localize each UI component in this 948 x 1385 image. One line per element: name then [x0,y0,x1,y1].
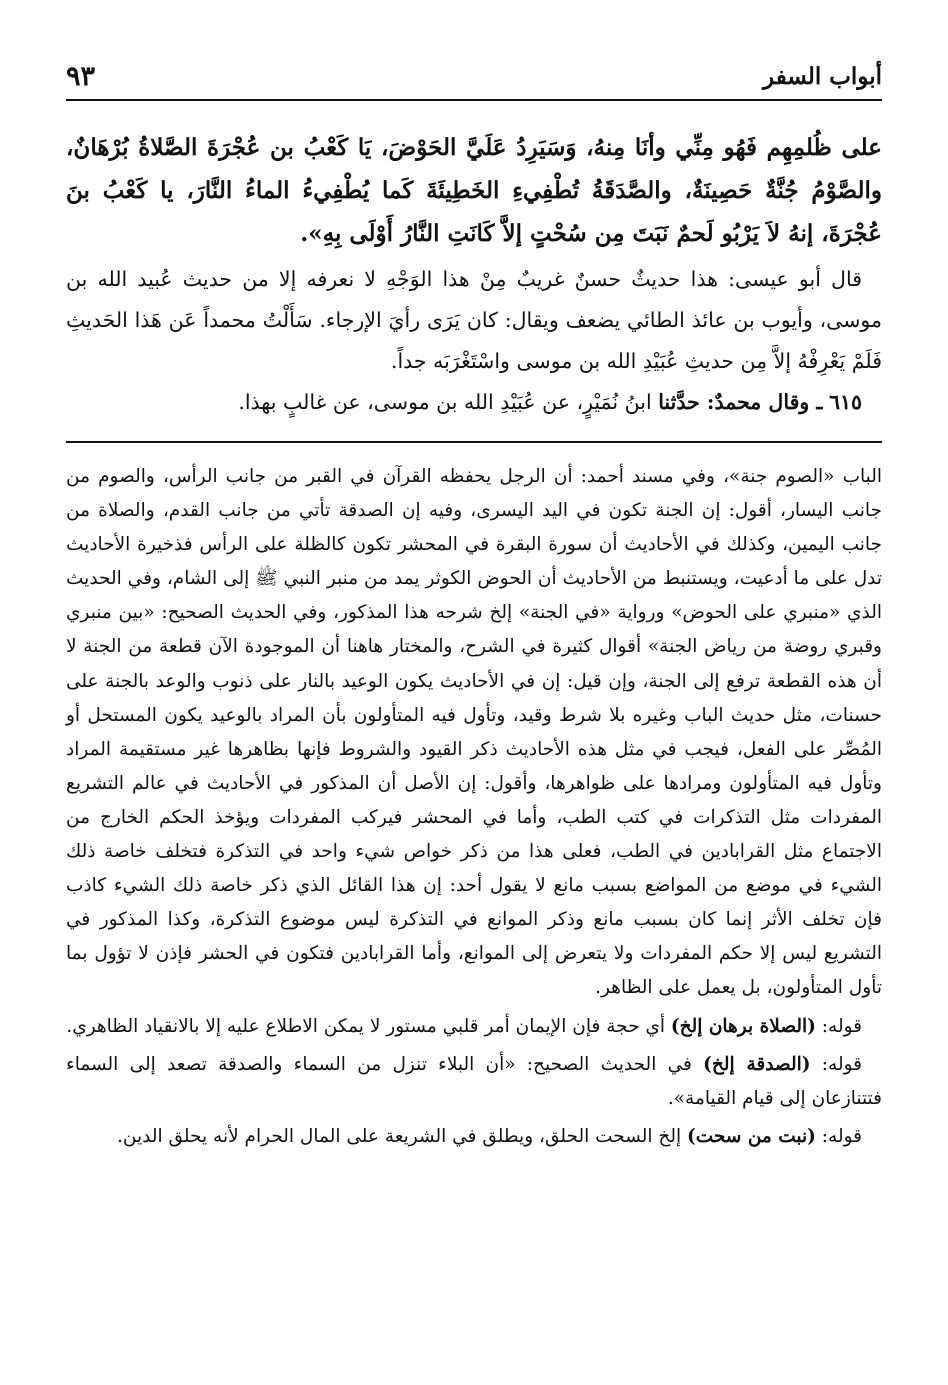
hadith-615-lead: ـ وقال محمدٌ: حدَّثنا [658,390,823,414]
qawl-text: أي حجة فإن الإيمان أمر قلبي مستور لا يمكن الاطلاع عليه إلا بالانقياد الظاهري. [66,1015,666,1037]
qawl-term: (الصلاة برهان إلخ) [670,1015,816,1037]
commentary-text: الباب «الصوم جنة»، وفي مسند أحمد: أن الرجل يحفظه القرآن في القبر من جانب الرأس، والصوم من جانب اليسار، أقول: إن الجنة تكون في اليد اليسرى، وفيه إن الصدقة تأتي من جانب القدم، والصلاة من جانب اليمين، وكذلك في الأحاديث أن سورة البقرة في المحشر تكون كالظلة على الرأس فذخيرة الأحاديث تدل على ما أدعيت، ويستنبط من الأحاديث أن الحوض الكوثر يمد من منبر النبي ﷺ إلى الشام، وفي الحديث الذي «منبري على الحوض» ورواية «في الجنة» إلخ شرحه هذا المذكور، وفي الحديث الصحيح: «بين منبري وقبري روضة من رياض الجنة» أقوال كثيرة في الشرح، والمختار هاهنا أن الموجودة الآن قطعة من الجنة لا أن هذه القطعة ترفع إلى الجنة، وإن قيل: إن في الأحاديث يكون الوعيد بالنار على ذنوب والوعد بالجنة على حسنات، مثل حديث الباب وغيره بلا شرط وقيد، وتأول فيه المتأولون بأن المراد بالوعيد يكون المستحل أو المُصِّر على الفعل، فيجب في مثل هذه الأحاديث ذكر القيود والشروط فإنها بظاهرها غير مستقيمة المراد وتأول فيه المتأولون ومرادها على ظواهرها، وأقول: إن الأصل أن المذكور في الأحاديث في عالم التشريع المفردات مثل التذكرات في كتب الطب، وأما في المحشر فيركب المفردات ويؤخذ الحكم الخارج من الاجتماع مثل القرابادين في الطب، فعلى هذا من ذكر خواص شيء واحد في التذكرة فتخلف خاصة ذلك الشيء في موضع من المواضع بسبب مانع لا يقول أحد: إن هذا القائل الذي ذكر خاصة ذلك الشيء كاذب فإن تخلف الأثر إنما كان بسبب مانع وذكر الموانع في التذكرة ليس موضوع التذكرة، وكذا المذكور في التشريع ليس إلا حكم المفردات ولا يتعرض إلى الموانع، وأما القرابادين فتكون في الحشر فإذن لا تؤول بما تأول المتأولون، بل يعمل على الظاهر. [66,466,882,999]
hadith-section [66,126,882,423]
hadith-number: ٦١٥ [828,390,862,414]
commentary-section [66,460,882,1154]
page-number: ٩٣ [66,61,96,92]
qawl-nabata-min-suht [66,1120,882,1154]
qawl-prefix: قوله: [821,1015,862,1037]
qawl-text: في الحديث الصحيح: «أن البلاء تنزل من السماء والصدقة تصعد إلى السماء فتتنازعان إلى قيام القيامة». [66,1053,882,1109]
qawl-text: إلخ السحت الحلق، ويطلق في الشريعة على المال الحرام لأنه يحلق الدين. [117,1125,682,1147]
page-header [66,55,882,101]
qawl-term: (نبت من سحت) [687,1125,816,1147]
qawl-prefix: قوله: [821,1125,862,1147]
header-rule [66,99,882,101]
footnote-divider [66,441,882,443]
qawl-sadaqa [66,1048,882,1116]
qawl-term: (الصدقة إلخ) [703,1053,811,1075]
qawl-prefix: قوله: [821,1053,862,1075]
hadith-615 [66,382,882,423]
running-title: أبواب السفر [763,63,882,90]
abu-isa-comment: قال أبو عيسى: هذا حديثٌ حسنٌ غريبٌ مِنْ هذا الوَجْهِ لا نعرفه إلا من حديث عُبيد الله بن موسى، وأيوب بن عائذ الطائي يضعف ويقال: كان يَرَى رأيَ الإرجاء. سَأَلْتُ محمداً عَن هَذا الحَديثِ فَلَمْ يَعْرِفْهُ إلاَّ مِن حديثِ عُبَيْدِ الله بن موسى واسْتَغْرَبَه جداً. [66,267,882,373]
hadith-text: على ظُلمِهِم فَهُو مِنِّي وأنَا مِنهُ، وَسَيَرِدُ عَلَيَّ الحَوْضَ، يَا كَعْبُ بن عُجْرَةَ الصَّلاةُ بُرْهَانٌ، والصَّوْمُ جُنَّةٌ حَصِينَةٌ، والصَّدَقَةُ تُطْفِيءِ الخَطِيئَةَ كَما يُطْفِيءُ الماءُ النَّارَ، يا كَعْبُ بنَ عُجْرَةَ، إنهُ لاَ يَرْبُو لَحمٌ نَبَتَ مِن سُحْتٍ إلاَّ كَانَتِ النَّارُ أَوْلَى بِهِ». [66,134,882,247]
qawl-salat-burhan [66,1010,882,1044]
hadith-615-text: ابنُ نُمَيْرٍ، عن عُبَيْدِ الله بن موسى، عن غالبٍ بهذا. [238,390,652,414]
